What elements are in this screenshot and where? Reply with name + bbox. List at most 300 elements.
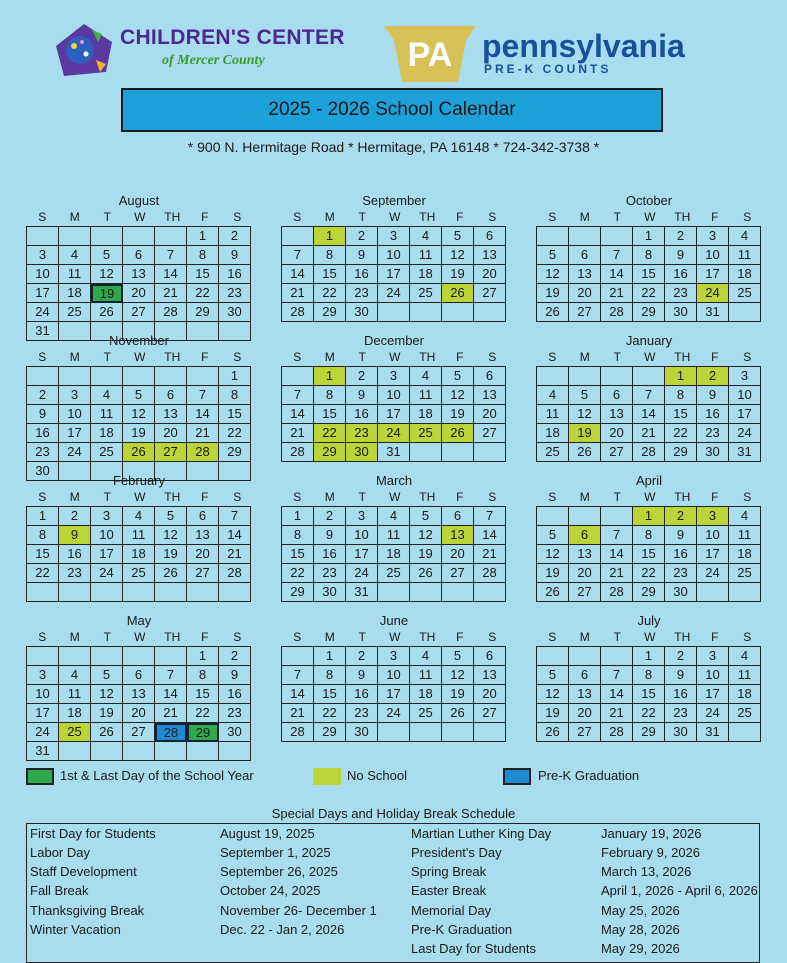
empty-day-cell bbox=[27, 367, 59, 386]
day-cell: 14 bbox=[633, 405, 665, 424]
day-cell: 23 bbox=[697, 424, 729, 443]
day-cell: 5 bbox=[91, 666, 123, 685]
weekday-label: M bbox=[324, 210, 335, 224]
day-cell: 8 bbox=[633, 526, 665, 545]
day-cell: 18 bbox=[410, 405, 442, 424]
day-cell: 2 bbox=[346, 647, 378, 666]
day-cell: 15 bbox=[633, 685, 665, 704]
day-cell: 4 bbox=[59, 246, 91, 265]
day-cell: 21 bbox=[633, 424, 665, 443]
day-cell: 20 bbox=[474, 405, 506, 424]
empty-day-cell bbox=[27, 647, 59, 666]
day-cell: 20 bbox=[155, 424, 187, 443]
day-cell: 31 bbox=[27, 322, 59, 341]
pennsylvania-wordmark: pennsylvania bbox=[482, 28, 685, 64]
day-cell: 29 bbox=[187, 303, 219, 322]
day-cell: 30 bbox=[346, 723, 378, 742]
day-cell: 1 bbox=[633, 227, 665, 246]
empty-day-cell bbox=[282, 227, 314, 246]
day-cell: 20 bbox=[601, 424, 633, 443]
empty-day-cell bbox=[59, 647, 91, 666]
empty-day-cell bbox=[729, 583, 761, 602]
weekday-label: TH bbox=[164, 210, 181, 224]
weekday-label: F bbox=[201, 350, 209, 364]
day-cell: 6 bbox=[569, 666, 601, 685]
day-cell: 10 bbox=[697, 246, 729, 265]
day-cell: 1 bbox=[314, 647, 346, 666]
day-cell: 10 bbox=[697, 526, 729, 545]
day-cell: 15 bbox=[314, 405, 346, 424]
day-cell: 25 bbox=[410, 704, 442, 723]
day-cell: 10 bbox=[378, 246, 410, 265]
empty-day-cell bbox=[59, 367, 91, 386]
day-cell: 28 bbox=[633, 443, 665, 462]
day-cell: 17 bbox=[27, 704, 59, 723]
empty-day-cell bbox=[123, 647, 155, 666]
childrens-center-logo bbox=[52, 20, 345, 80]
empty-day-cell bbox=[155, 647, 187, 666]
day-cell: 18 bbox=[410, 265, 442, 284]
weekday-header bbox=[26, 628, 256, 646]
day-cell: 5 bbox=[442, 227, 474, 246]
day-cell: 11 bbox=[123, 526, 155, 545]
day-cell: 27 bbox=[442, 564, 474, 583]
weekday-label: W bbox=[389, 490, 401, 504]
day-cell: 12 bbox=[442, 386, 474, 405]
weekday-label: M bbox=[69, 350, 80, 364]
weekday-label: TH bbox=[674, 350, 691, 364]
day-cell: 26 bbox=[537, 723, 569, 742]
empty-day-cell bbox=[537, 227, 569, 246]
day-cell: 25 bbox=[729, 704, 761, 723]
weekday-label: S bbox=[293, 630, 302, 644]
day-cell: 27 bbox=[474, 704, 506, 723]
day-cell: 4 bbox=[729, 507, 761, 526]
day-cell: 7 bbox=[155, 246, 187, 265]
weekday-label: F bbox=[456, 630, 464, 644]
day-cell: 26 bbox=[410, 564, 442, 583]
schedule-event: Staff Development bbox=[30, 864, 137, 879]
day-cell: 2 bbox=[697, 367, 729, 386]
weekday-label: S bbox=[488, 490, 497, 504]
day-cell: 2 bbox=[59, 507, 91, 526]
day-cell: 10 bbox=[378, 666, 410, 685]
day-cell: 9 bbox=[665, 246, 697, 265]
empty-day-cell bbox=[633, 367, 665, 386]
day-cell: 13 bbox=[474, 666, 506, 685]
weekday-label: T bbox=[103, 490, 111, 504]
day-cell: 1 bbox=[665, 367, 697, 386]
empty-day-cell bbox=[442, 443, 474, 462]
day-cell: 9 bbox=[346, 246, 378, 265]
day-cell: 4 bbox=[410, 647, 442, 666]
day-cell: 6 bbox=[474, 647, 506, 666]
day-cell: 15 bbox=[633, 265, 665, 284]
empty-day-cell bbox=[187, 367, 219, 386]
weekday-label: TH bbox=[419, 630, 436, 644]
day-cell: 28 bbox=[601, 583, 633, 602]
day-cell: 23 bbox=[219, 284, 251, 303]
schedule-date: May 28, 2026 bbox=[601, 922, 680, 937]
day-cell: 30 bbox=[665, 303, 697, 322]
prek-counts-wordmark: PRE-K COUNTS bbox=[484, 62, 612, 76]
day-cell: 1 bbox=[633, 647, 665, 666]
schedule-event: Winter Vacation bbox=[30, 922, 121, 937]
day-cell: 12 bbox=[91, 685, 123, 704]
day-cell: 26 bbox=[442, 284, 474, 303]
day-cell: 11 bbox=[537, 405, 569, 424]
schedule-event: President's Day bbox=[411, 845, 502, 860]
schedule-event: Spring Break bbox=[411, 864, 487, 879]
day-cell: 6 bbox=[123, 666, 155, 685]
empty-day-cell bbox=[219, 583, 251, 602]
empty-day-cell bbox=[123, 367, 155, 386]
weekday-label: F bbox=[711, 350, 719, 364]
month-april bbox=[536, 473, 766, 602]
weekday-label: S bbox=[38, 630, 47, 644]
empty-day-cell bbox=[410, 303, 442, 322]
day-cell: 26 bbox=[442, 704, 474, 723]
day-cell: 24 bbox=[378, 424, 410, 443]
day-cell: 23 bbox=[665, 564, 697, 583]
month-name: December bbox=[364, 333, 424, 348]
keystone-text: PA bbox=[407, 36, 453, 74]
weekday-label: TH bbox=[164, 490, 181, 504]
day-cell: 3 bbox=[91, 507, 123, 526]
day-cell: 10 bbox=[729, 386, 761, 405]
empty-day-cell bbox=[282, 647, 314, 666]
day-cell: 8 bbox=[282, 526, 314, 545]
weekday-label: T bbox=[358, 490, 366, 504]
day-cell: 17 bbox=[378, 265, 410, 284]
day-cell: 30 bbox=[697, 443, 729, 462]
day-cell: 10 bbox=[91, 526, 123, 545]
weekday-label: T bbox=[358, 630, 366, 644]
day-cell: 12 bbox=[442, 666, 474, 685]
weekday-label: W bbox=[134, 630, 146, 644]
legend-first-last-label: 1st & Last Day of the School Year bbox=[60, 768, 254, 783]
month-grid bbox=[281, 226, 506, 322]
empty-day-cell bbox=[569, 367, 601, 386]
month-february bbox=[26, 473, 256, 602]
day-cell: 9 bbox=[346, 386, 378, 405]
day-cell: 18 bbox=[91, 424, 123, 443]
legend-no-school-swatch bbox=[313, 768, 341, 785]
month-name: July bbox=[637, 613, 661, 628]
day-cell: 11 bbox=[410, 386, 442, 405]
day-cell: 28 bbox=[601, 723, 633, 742]
month-grid bbox=[26, 646, 251, 761]
day-cell: 3 bbox=[378, 227, 410, 246]
day-cell: 17 bbox=[697, 545, 729, 564]
day-cell: 12 bbox=[569, 405, 601, 424]
weekday-label: S bbox=[38, 210, 47, 224]
day-cell: 2 bbox=[27, 386, 59, 405]
day-cell: 21 bbox=[187, 424, 219, 443]
empty-day-cell bbox=[187, 742, 219, 761]
day-cell: 2 bbox=[219, 227, 251, 246]
day-cell: 14 bbox=[474, 526, 506, 545]
day-cell: 2 bbox=[346, 227, 378, 246]
schedule-date: August 19, 2025 bbox=[220, 826, 315, 841]
day-cell: 5 bbox=[91, 246, 123, 265]
day-cell: 22 bbox=[633, 704, 665, 723]
day-cell: 7 bbox=[282, 666, 314, 685]
empty-day-cell bbox=[123, 227, 155, 246]
day-cell: 21 bbox=[155, 704, 187, 723]
day-cell: 19 bbox=[537, 284, 569, 303]
day-cell: 3 bbox=[378, 367, 410, 386]
day-cell: 17 bbox=[27, 284, 59, 303]
month-name: March bbox=[375, 473, 413, 488]
schedule-event: Pre-K Graduation bbox=[411, 922, 513, 937]
month-name: June bbox=[379, 613, 409, 628]
day-cell: 14 bbox=[282, 265, 314, 284]
day-cell: 21 bbox=[601, 704, 633, 723]
day-cell: 24 bbox=[697, 284, 729, 303]
day-cell: 19 bbox=[155, 545, 187, 564]
day-cell: 5 bbox=[537, 526, 569, 545]
day-cell: 5 bbox=[123, 386, 155, 405]
month-name: September bbox=[362, 193, 426, 208]
empty-day-cell bbox=[537, 647, 569, 666]
empty-day-cell bbox=[91, 583, 123, 602]
day-cell: 13 bbox=[569, 545, 601, 564]
day-cell: 14 bbox=[282, 685, 314, 704]
weekday-label: W bbox=[644, 210, 656, 224]
day-cell: 3 bbox=[697, 647, 729, 666]
childrens-center-emblem-icon bbox=[52, 20, 116, 80]
day-cell: 21 bbox=[155, 284, 187, 303]
day-cell: 9 bbox=[697, 386, 729, 405]
month-name: October bbox=[625, 193, 673, 208]
day-cell: 3 bbox=[378, 647, 410, 666]
day-cell: 18 bbox=[59, 704, 91, 723]
day-cell: 5 bbox=[537, 246, 569, 265]
schedule-date: February 9, 2026 bbox=[601, 845, 701, 860]
day-cell: 30 bbox=[346, 303, 378, 322]
day-cell: 12 bbox=[410, 526, 442, 545]
month-august bbox=[26, 193, 256, 341]
weekday-header bbox=[536, 628, 766, 646]
org-subtitle: of Mercer County bbox=[162, 53, 265, 68]
weekday-header bbox=[26, 208, 256, 226]
day-cell: 30 bbox=[665, 723, 697, 742]
day-cell: 21 bbox=[282, 284, 314, 303]
day-cell: 17 bbox=[729, 405, 761, 424]
day-cell: 5 bbox=[442, 367, 474, 386]
day-cell: 10 bbox=[378, 386, 410, 405]
empty-day-cell bbox=[410, 443, 442, 462]
day-cell: 19 bbox=[410, 545, 442, 564]
weekday-label: F bbox=[456, 210, 464, 224]
day-cell: 24 bbox=[27, 303, 59, 322]
weekday-header bbox=[536, 488, 766, 506]
legend-graduation-label: Pre-K Graduation bbox=[538, 768, 640, 783]
day-cell: 30 bbox=[665, 583, 697, 602]
day-cell: 26 bbox=[91, 303, 123, 322]
day-cell: 24 bbox=[91, 564, 123, 583]
empty-day-cell bbox=[569, 507, 601, 526]
day-cell: 11 bbox=[729, 246, 761, 265]
weekday-label: W bbox=[644, 490, 656, 504]
empty-day-cell bbox=[410, 583, 442, 602]
empty-day-cell bbox=[474, 583, 506, 602]
weekday-label: M bbox=[69, 490, 80, 504]
weekday-label: S bbox=[488, 210, 497, 224]
empty-day-cell bbox=[59, 227, 91, 246]
day-cell: 23 bbox=[27, 443, 59, 462]
weekday-label: W bbox=[134, 490, 146, 504]
day-cell: 5 bbox=[410, 507, 442, 526]
day-cell: 26 bbox=[442, 424, 474, 443]
empty-day-cell bbox=[59, 583, 91, 602]
day-cell: 31 bbox=[697, 723, 729, 742]
month-grid bbox=[281, 646, 506, 742]
weekday-label: S bbox=[293, 350, 302, 364]
day-cell: 14 bbox=[219, 526, 251, 545]
day-cell: 16 bbox=[346, 685, 378, 704]
day-cell: 21 bbox=[474, 545, 506, 564]
day-cell: 15 bbox=[282, 545, 314, 564]
day-cell: 27 bbox=[569, 303, 601, 322]
day-cell: 28 bbox=[219, 564, 251, 583]
day-cell: 19 bbox=[123, 424, 155, 443]
weekday-header bbox=[26, 348, 256, 366]
day-cell: 2 bbox=[665, 647, 697, 666]
day-cell: 22 bbox=[633, 284, 665, 303]
empty-day-cell bbox=[601, 367, 633, 386]
day-cell: 9 bbox=[27, 405, 59, 424]
weekday-label: F bbox=[711, 630, 719, 644]
day-cell: 26 bbox=[123, 443, 155, 462]
weekday-label: S bbox=[233, 490, 242, 504]
day-cell: 3 bbox=[697, 227, 729, 246]
day-cell: 27 bbox=[569, 583, 601, 602]
day-cell: 5 bbox=[442, 647, 474, 666]
day-cell: 18 bbox=[537, 424, 569, 443]
month-grid bbox=[26, 506, 251, 602]
weekday-label: W bbox=[134, 350, 146, 364]
weekday-label: F bbox=[456, 350, 464, 364]
day-cell: 15 bbox=[314, 265, 346, 284]
day-cell: 22 bbox=[665, 424, 697, 443]
day-cell: 23 bbox=[346, 704, 378, 723]
weekday-label: S bbox=[293, 490, 302, 504]
day-cell: 30 bbox=[346, 443, 378, 462]
weekday-label: F bbox=[456, 490, 464, 504]
day-cell: 5 bbox=[537, 666, 569, 685]
day-cell: 22 bbox=[314, 424, 346, 443]
day-cell: 10 bbox=[27, 685, 59, 704]
schedule-date: April 1, 2026 - April 6, 2026 bbox=[601, 883, 758, 898]
month-september bbox=[281, 193, 511, 322]
day-cell: 29 bbox=[665, 443, 697, 462]
day-cell: 27 bbox=[123, 723, 155, 742]
day-cell: 21 bbox=[601, 564, 633, 583]
weekday-header bbox=[281, 628, 511, 646]
day-cell: 20 bbox=[123, 704, 155, 723]
weekday-label: S bbox=[743, 490, 752, 504]
keystone-icon bbox=[384, 26, 476, 82]
day-cell: 7 bbox=[474, 507, 506, 526]
day-cell: 26 bbox=[569, 443, 601, 462]
day-cell: 4 bbox=[537, 386, 569, 405]
day-cell: 7 bbox=[282, 386, 314, 405]
day-cell: 1 bbox=[219, 367, 251, 386]
day-cell: 14 bbox=[601, 685, 633, 704]
day-cell: 27 bbox=[474, 424, 506, 443]
day-cell: 11 bbox=[59, 685, 91, 704]
day-cell: 17 bbox=[378, 405, 410, 424]
weekday-label: M bbox=[579, 630, 590, 644]
day-cell: 6 bbox=[474, 227, 506, 246]
day-cell: 16 bbox=[346, 265, 378, 284]
day-cell: 18 bbox=[59, 284, 91, 303]
day-cell: 27 bbox=[569, 723, 601, 742]
day-cell: 11 bbox=[729, 666, 761, 685]
day-cell: 26 bbox=[91, 723, 123, 742]
empty-day-cell bbox=[442, 583, 474, 602]
month-july bbox=[536, 613, 766, 742]
day-cell: 20 bbox=[569, 284, 601, 303]
empty-day-cell bbox=[155, 227, 187, 246]
schedule-date: January 19, 2026 bbox=[601, 826, 702, 841]
day-cell: 27 bbox=[601, 443, 633, 462]
day-cell: 24 bbox=[697, 564, 729, 583]
weekday-label: F bbox=[711, 490, 719, 504]
weekday-label: TH bbox=[674, 630, 691, 644]
schedule-title: Special Days and Holiday Break Schedule bbox=[271, 806, 516, 821]
day-cell: 19 bbox=[537, 564, 569, 583]
month-december bbox=[281, 333, 511, 462]
empty-day-cell bbox=[569, 647, 601, 666]
day-cell: 8 bbox=[187, 666, 219, 685]
day-cell: 22 bbox=[633, 564, 665, 583]
day-cell: 4 bbox=[729, 647, 761, 666]
day-cell: 25 bbox=[59, 723, 91, 742]
weekday-label: S bbox=[548, 490, 557, 504]
day-cell: 21 bbox=[282, 424, 314, 443]
empty-day-cell bbox=[474, 723, 506, 742]
day-cell: 25 bbox=[410, 424, 442, 443]
day-cell: 6 bbox=[474, 367, 506, 386]
day-cell: 27 bbox=[155, 443, 187, 462]
day-cell: 19 bbox=[569, 424, 601, 443]
day-cell: 18 bbox=[123, 545, 155, 564]
day-cell: 10 bbox=[27, 265, 59, 284]
day-cell: 4 bbox=[59, 666, 91, 685]
empty-day-cell bbox=[410, 723, 442, 742]
weekday-label: S bbox=[293, 210, 302, 224]
schedule-date: Dec. 22 - Jan 2, 2026 bbox=[220, 922, 345, 937]
empty-day-cell bbox=[601, 227, 633, 246]
day-cell: 10 bbox=[59, 405, 91, 424]
day-cell: 20 bbox=[474, 685, 506, 704]
empty-day-cell bbox=[155, 583, 187, 602]
weekday-label: S bbox=[548, 210, 557, 224]
day-cell: 26 bbox=[537, 583, 569, 602]
day-cell: 18 bbox=[729, 545, 761, 564]
day-cell: 4 bbox=[378, 507, 410, 526]
day-cell: 2 bbox=[219, 647, 251, 666]
day-cell: 28 bbox=[155, 303, 187, 322]
legend-no-school-label: No School bbox=[347, 768, 407, 783]
day-cell: 30 bbox=[27, 462, 59, 481]
day-cell: 16 bbox=[59, 545, 91, 564]
weekday-label: T bbox=[103, 210, 111, 224]
day-cell: 4 bbox=[410, 367, 442, 386]
